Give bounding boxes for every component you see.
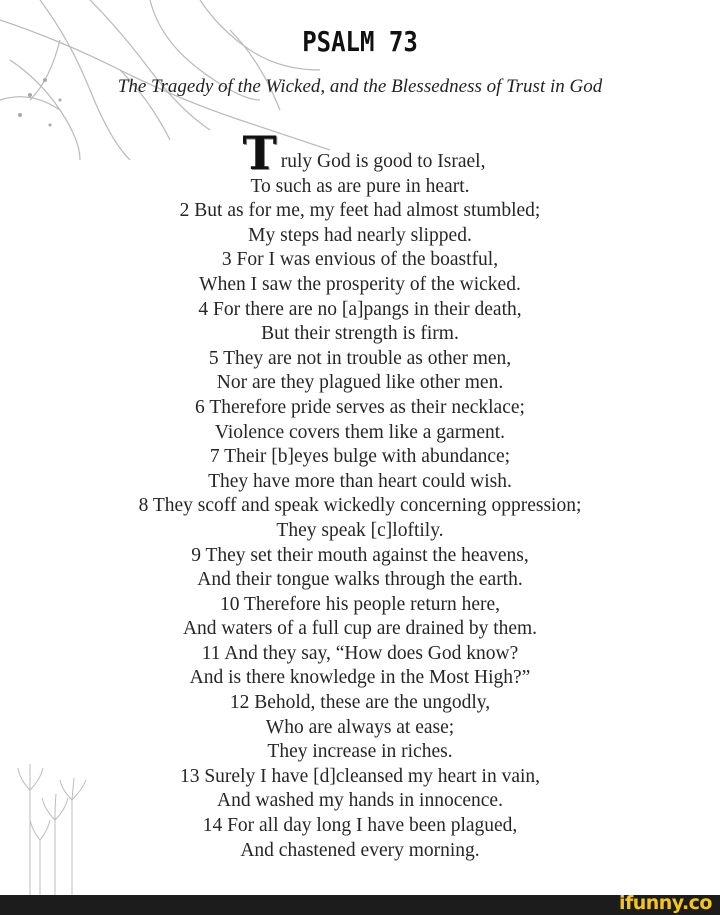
- verse-line-1: Truly God is good to Israel,: [242, 126, 486, 180]
- verse-line: But their strength is firm.: [261, 323, 459, 345]
- verse-line: And washed my hands in innocence.: [217, 790, 503, 812]
- verse-line: Violence covers them like a garment.: [214, 421, 506, 443]
- verse-line: 8 They scoff and speak wickedly concerning oppression;: [138, 495, 582, 517]
- verse-line: 9 They set their mouth against the heavens,: [191, 544, 529, 566]
- verse-line: 6 Therefore pride serves as their necklace;: [195, 396, 525, 418]
- verse-line: They have more than heart could wish.: [208, 470, 512, 492]
- verse-line: 4 For there are no [a]pangs in their death,: [198, 298, 522, 320]
- verse-line: And waters of a full cup are drained by them.: [182, 618, 538, 640]
- verse-line: They speak [c]loftily.: [276, 519, 444, 541]
- verse-line: Who are always at ease;: [265, 716, 455, 738]
- verse-line: And their tongue walks through the earth.: [197, 569, 523, 591]
- verse-line: 14 For all day long I have been plagued,: [202, 815, 518, 837]
- ifunny-logo: ifunny.co: [618, 892, 712, 914]
- psalm-text: [0, 126, 720, 863]
- verse-line: 5 They are not in trouble as other men,: [208, 347, 512, 369]
- verse-line: 3 For I was envious of the boastful,: [221, 249, 499, 271]
- verse-line: 13 Surely I have [d]cleansed my heart in vain,: [179, 765, 541, 787]
- verse-line: 10 Therefore his people return here,: [219, 593, 501, 615]
- verse-line: And is there knowledge in the Most High?”: [189, 667, 531, 689]
- verse-line: My steps had nearly slipped.: [248, 224, 472, 246]
- verse-line: 11 And they say, “How does God know?: [201, 642, 519, 664]
- drop-cap: T: [242, 126, 277, 180]
- verse-line: When I saw the prosperity of the wicked.: [199, 273, 521, 295]
- verse-line: And chastened every morning.: [240, 839, 480, 861]
- verse-line: 2 But as for me, my feet had almost stumbled;: [179, 200, 541, 222]
- verse-line: Nor are they plagued like other men.: [216, 372, 504, 394]
- verse-line: To such as are pure in heart.: [250, 175, 470, 197]
- subtitle: The Tragedy of the Wicked, and the Blessedness of Trust in God: [117, 76, 603, 97]
- verse-line: 7 Their [b]eyes bulge with abundance;: [209, 446, 511, 468]
- page-title: PSALM 73: [302, 25, 418, 59]
- verse-line: They increase in riches.: [267, 741, 453, 763]
- watermark-bar: [0, 892, 720, 915]
- verse-line: 12 Behold, these are the ungodly,: [229, 692, 491, 714]
